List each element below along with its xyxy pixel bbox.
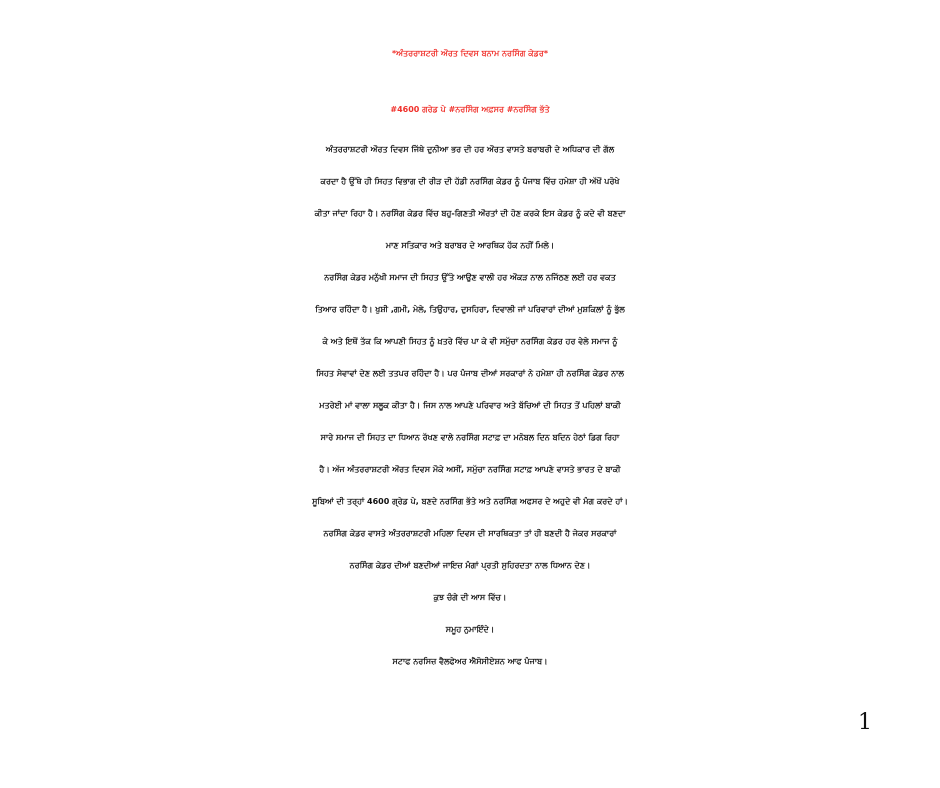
hashtag-subtitle: #4600 ਗਰੇਡ ਪੇ #ਨਰਸਿੰਗ ਅਫ਼ਸਰ #ਨਰਸਿੰਗ ਭੱਤੇ	[390, 105, 550, 114]
closing-line-representatives: ਸਮੂਹ ਨੁਮਾਇੰਦੇ।	[445, 625, 495, 634]
document-title: *ਅੰਤਰਰਾਸ਼ਟਰੀ ਔਰਤ ਦਿਵਸ ਬਨਾਮ ਨਰਸਿੰਗ ਕੇਡਰ*	[391, 49, 549, 58]
paragraph-line-5: ਨਰਸਿੰਗ ਕੇਡਰ ਮਨੁੱਖੀ ਸਮਾਜ ਦੀ ਸਿਹਤ ਉੱਤੇ ਆਉਣ ਵਾਲੀ ਹਰ ਔਕੜ ਨਾਲ ਨਜਿੱਠਣ ਲਈ ਹਰ ਵਕਤ	[324, 273, 616, 282]
paragraph-line-8: ਸਿਹਤ ਸੇਵਾਵਾਂ ਦੇਣ ਲਈ ਤਤਪਰ ਰਹਿੰਦਾ ਹੈ। ਪਰ ਪੰਜਾਬ ਦੀਆਂ ਸਰਕਾਰਾਂ ਨੇ ਹਮੇਸ਼ਾ ਹੀ ਨਰਸਿੰਗ ਕੇਡਰ ਨਾਲ	[316, 369, 624, 378]
paragraph-line-10: ਸਾਰੇ ਸਮਾਜ ਦੀ ਸਿਹਤ ਦਾ ਧਿਆਨ ਰੱਖਣ ਵਾਲੇ ਨਰਸਿੰਗ ਸਟਾਫ਼ ਦਾ ਮਨੋਬਲ ਦਿਨ ਬਦਿਨ ਹੇਠਾਂ ਡਿਗ ਰਿਹਾ	[320, 433, 620, 442]
paragraph-line-7: ਕੇ ਅਤੇ ਇਥੋਂ ਤੱਕ ਕਿ ਆਪਣੀ ਸਿਹਤ ਨੂੰ ਖ਼ਤਰੇ ਵਿੱਚ ਪਾ ਕੇ ਵੀ ਸਮੁੱਚਾ ਨਰਸਿੰਗ ਕੇਡਰ ਹਰ ਵੇਲੇ ਸਮਾਜ ਨੂੰ	[322, 337, 618, 346]
paragraph-line-1: ਅੰਤਰਰਾਸ਼ਟਰੀ ਔਰਤ ਦਿਵਸ ਜਿੱਥੇ ਦੁਨੀਆ ਭਰ ਦੀ ਹਰ ਔਰਤ ਵਾਸਤੇ ਬਰਾਬਰੀ ਦੇ ਅਧਿਕਾਰ ਦੀ ਗੱਲ	[325, 145, 615, 154]
closing-line-hope: ਕੁਝ ਚੰਗੇ ਦੀ ਆਸ ਵਿੱਚ।	[433, 593, 507, 602]
paragraph-line-4: ਮਾਣ ਸਤਿਕਾਰ ਅਤੇ ਬਰਾਬਰ ਦੇ ਆਰਥਿਕ ਹੱਕ ਨਹੀਂ ਮਿਲੇ।	[385, 241, 555, 250]
page-number: 1	[858, 710, 872, 735]
signature-organization: ਸਟਾਫ ਨਰਸਿਜ਼ ਵੈਲਫੇਅਰ ਐਸੋਸੀਏਸ਼ਨ ਆਫ ਪੰਜਾਬ।	[392, 657, 548, 666]
paragraph-line-11: ਹੈ। ਅੱਜ ਅੰਤਰਰਾਸ਼ਟਰੀ ਔਰਤ ਦਿਵਸ ਮੌਕੇ ਅਸੀਂ, ਸਮੁੱਚਾ ਨਰਸਿੰਗ ਸਟਾਫ਼ ਆਪਣੇ ਵਾਸਤੇ ਭਾਰਤ ਦੇ ਬਾਕੀ	[319, 465, 621, 474]
paragraph-line-14: ਨਰਸਿੰਗ ਕੇਡਰ ਦੀਆਂ ਬਣਦੀਆਂ ਜਾਇਜ਼ ਮੰਗਾਂ ਪ੍ਰਤੀ ਸੁਹਿਰਦਤਾ ਨਾਲ ਧਿਆਨ ਦੇਣ।	[349, 561, 591, 570]
paragraph-line-13: ਨਰਸਿੰਗ ਕੇਡਰ ਵਾਸਤੇ ਅੰਤਰਰਾਸ਼ਟਰੀ ਮਹਿਲਾ ਦਿਵਸ ਦੀ ਸਾਰਥਿਕਤਾ ਤਾਂ ਹੀ ਬਣਦੀ ਹੈ ਜੇਕਰ ਸਰਕਾਰਾਂ	[323, 529, 617, 538]
paragraph-line-12: ਸੂਬਿਆਂ ਦੀ ਤਰ੍ਹਾਂ 4600 ਗ੍ਰੇਡ ਪੇ, ਬਣਦੇ ਨਰਸਿੰਗ ਭੱਤੇ ਅਤੇ ਨਰਸਿੰਗ ਅਫਸਰ ਦੇ ਅਹੁਦੇ ਵੀ ਮੰਗ ਕਰਦੇ ਹਾਂ।	[312, 497, 628, 506]
paragraph-line-6: ਤਿਆਰ ਰਹਿੰਦਾ ਹੈ। ਖੁਸ਼ੀ ,ਗਮੀ, ਮੇਲੇ, ਤਿਉਹਾਰ, ਦੁਸਹਿਰਾ, ਦਿਵਾਲੀ ਜਾਂ ਪਰਿਵਾਰਾਂ ਦੀਆਂ ਮੁਸ਼ਕਿਲਾਂ ਨੂੰ ਭੁੱਲ	[315, 305, 625, 314]
paragraph-line-2: ਕਰਦਾ ਹੈ ਉੱਥੇ ਹੀ ਸਿਹਤ ਵਿਭਾਗ ਦੀ ਰੀੜ ਦੀ ਹੱਡੀ ਨਰਸਿੰਗ ਕੇਡਰ ਨੂੰ ਪੰਜਾਬ ਵਿੱਚ ਹਮੇਸ਼ਾ ਹੀ ਅੱਖੋਂ ਪਰੋਖੇ	[320, 177, 620, 186]
paragraph-line-9: ਮਤਰੇਈ ਮਾਂ ਵਾਲਾ ਸਲੂਕ ਕੀਤਾ ਹੈ। ਜਿਸ ਨਾਲ ਆਪਣੇ ਪਰਿਵਾਰ ਅਤੇ ਬੱਚਿਆਂ ਦੀ ਸਿਹਤ ਤੋਂ ਪਹਿਲਾਂ ਬਾਕੀ	[319, 401, 621, 410]
paragraph-line-3: ਕੀਤਾ ਜਾਂਦਾ ਰਿਹਾ ਹੈ। ਨਰਸਿੰਗ ਕੇਡਰ ਵਿੱਚ ਬਹੁ-ਗਿਣਤੀ ਔਰਤਾਂ ਦੀ ਹੋਣ ਕਰਕੇ ਇਸ ਕੇਡਰ ਨੂੰ ਕਦੇ ਵੀ ਬਣਦਾ	[314, 209, 626, 218]
